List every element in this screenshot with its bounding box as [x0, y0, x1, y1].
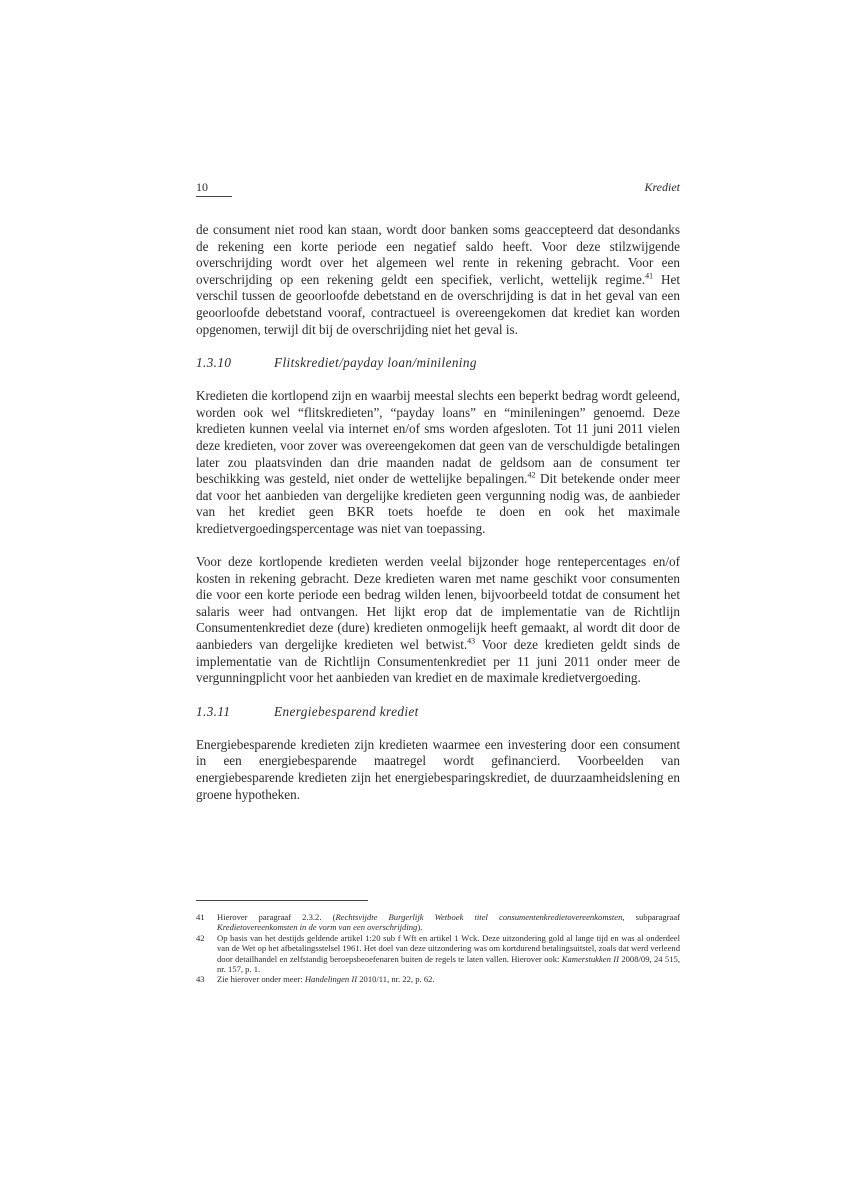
- paragraph-3-text-a: Voor deze kortlopende kredieten werden veelal bijzonder hoge rentepercentages en/of kosten in rekening gebracht. Deze kredieten waren met name geschikt voor consumenten die voor een korte periode een bedrag wilden lenen, bijvoorbeeld totdat de consument het salaris weer had ontvangen. Het lijkt erop dat de implementatie van de Richtlijn Consumentenkrediet deze (dure) kredieten onmogelijk heeft gemaakt, al wordt dit door de aanbieders van dergelijke kredieten wel betwist.: [196, 554, 680, 653]
- footnote-part: 2010/11, nr. 22, p. 62.: [357, 974, 435, 985]
- footnote-text: [217, 974, 680, 984]
- footnote-part: 2008/09, 24 515, nr. 157, p. 1.: [217, 953, 680, 975]
- page-number: 10: [196, 180, 208, 194]
- page-number-rule: [196, 196, 232, 197]
- footnote-part: Zie hierover onder meer:: [217, 974, 305, 985]
- footnotes: [196, 912, 680, 985]
- section-heading-1-3-10: [196, 355, 680, 371]
- footnote-part: Op basis van het destijds geldende artikel 1:20 sub f Wft en artikel 1 Wck. Deze uitzondering gold al lange tijd en was al onderdeel van de Wet op het afbetalingsstelsel 1961. Het doel van deze uitzondering was om kortdurend betalingsuitstel, zoals dat werd verleend door detailhandel en zelfstandig beroepsbeoefenaren buiten de regels te laten vallen. Hierover ook:: [217, 932, 680, 964]
- footnote-part: Kredietovereenkomsten in de vorm van een overschrijding: [217, 922, 418, 933]
- footnote-42: [196, 933, 680, 975]
- footnote-41: [196, 912, 680, 933]
- footnote-part: Rechtsvijdte Burgerlijk Wetboek titel consumentenkredietovereenkomsten: [335, 912, 623, 922]
- paragraph-1: [196, 222, 680, 338]
- paragraph-4: Energiebesparende kredieten zijn kredieten waarmee een investering door een consument in een energiebesparende maatregel wordt gefinancierd. Voorbeelden van energiebesparende kredieten zijn het energiebesparingskrediet, de duurzaamheidslening en groene hypotheken.: [196, 736, 680, 802]
- footnote-part: Hierover paragraaf 2.3.2. (: [217, 912, 336, 922]
- footnote-text: [217, 933, 680, 975]
- section-title: Flitskrediet/payday loan/minilening: [274, 355, 477, 371]
- page-header: [196, 180, 680, 200]
- paragraph-1-text-b: Het verschil tussen de geoorloofde debetstand en de overschrijding is dat in het geval van een geoorloofde debetstand vooraf, contractueel is overeengekomen dat krediet kan worden opgenomen, terwijl dit bij de overschrijding niet het geval is.: [196, 271, 680, 337]
- paragraph-3: [196, 554, 680, 687]
- section-heading-1-3-11: [196, 704, 680, 720]
- paragraph-3-text-b: Voor deze kredieten geldt sinds de implementatie van de Richtlijn Consumentenkrediet per 11 juni 2011 onder meer de vergunningplicht voor het aanbieden van krediet en de maximale kredietvergoeding.: [196, 637, 680, 686]
- footnote-part: , subparagraaf: [622, 912, 680, 922]
- running-title: Krediet: [644, 180, 680, 194]
- paragraph-1-text-a: de consument niet rood kan staan, wordt door banken soms geaccepteerd dat desondanks de rekening een korte periode een negatief saldo heeft. Voor deze stilzwijgende overschrijding wordt over het algemeen wel rente in rekening gebracht. Voor een overschrijding op een rekening geldt een specifiek, verlicht, wettelijk regime.: [196, 222, 680, 287]
- section-number: 1.3.10: [196, 355, 232, 371]
- body-text: [196, 222, 680, 803]
- section-number: 1.3.11: [196, 703, 231, 719]
- paragraph-2: [196, 388, 680, 537]
- footnote-part: Handelingen II: [304, 974, 358, 985]
- footnote-rule: [196, 900, 368, 901]
- footnote-part: Kamerstukken II: [561, 953, 619, 964]
- footnote-text: [217, 912, 680, 933]
- footnote-number: 43: [196, 974, 205, 985]
- footnote-ref-42: 42: [527, 470, 536, 480]
- footnote-number: 41: [196, 912, 205, 922]
- footnote-number: 42: [196, 932, 205, 943]
- footnote-ref-43: 43: [467, 636, 476, 646]
- section-title: Energiebesparend krediet: [274, 703, 419, 719]
- paragraph-2-text-b: Dit betekende onder meer dat voor het aanbieden van dergelijke kredieten geen vergunning nodig was, de aanbieder van het krediet geen BKR toets hoefde te doen en ook het maximale kredietvergoedingspercentage was niet van toepassing.: [196, 471, 680, 536]
- footnote-43: [196, 974, 680, 984]
- footnote-ref-41: 41: [645, 271, 654, 281]
- footnote-part: ).: [417, 922, 423, 933]
- paragraph-2-text-a: Kredieten die kortlopend zijn en waarbij meestal slechts een beperkt bedrag wordt geleend, worden ook wel “flitskredieten”, “payday loans” en “minileningen” genoemd. Deze kredieten kunnen veelal via internet en/of sms worden afgesloten. Tot 11 juni 2011 vielen deze kredieten, voor zover was overeengekomen dat geen van de verschuldigde betalingen later zou plaatsvinden dan drie maanden nadat de geldsom aan de consument ter beschikking was gesteld, niet onder de wettelijke bepalingen.: [196, 388, 680, 487]
